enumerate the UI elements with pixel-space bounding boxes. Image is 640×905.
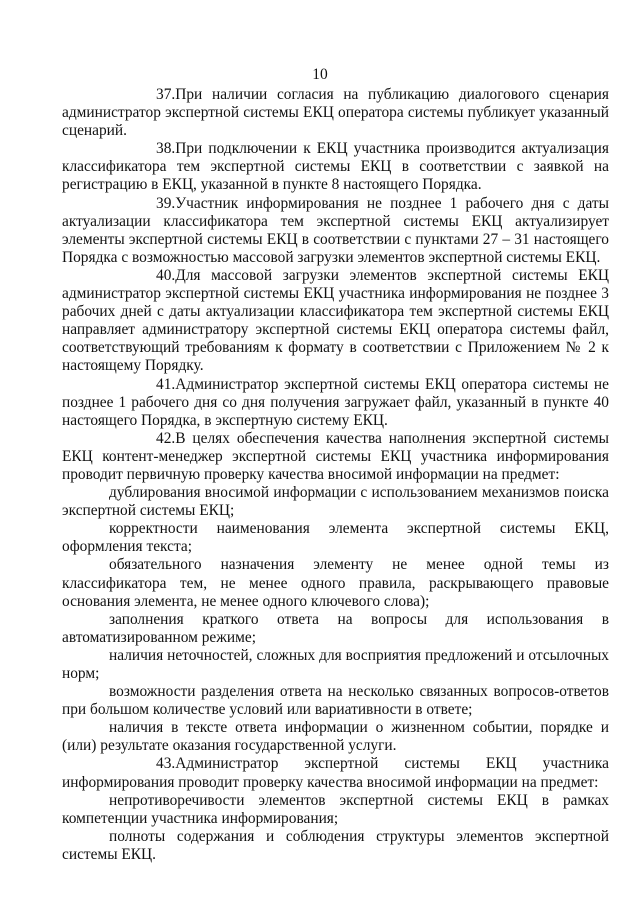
list-item-duplication [62, 484, 609, 520]
list-item-topic-assignment [62, 556, 609, 610]
paragraph-number: 39. [156, 194, 176, 212]
paragraph-number: 41. [156, 375, 176, 393]
list-item-short-answer [62, 611, 609, 647]
paragraph-39 [62, 195, 609, 267]
list-item-naming [62, 520, 609, 556]
paragraph-number: 40. [156, 266, 176, 284]
paragraph-text: непротиворечивости элементов экспертной системы ЕКЦ в рамках компетенции участника информирования; [62, 791, 609, 827]
paragraph-text: наличия в тексте ответа информации о жизненном событии, порядке и (или) результате оказания государственной услуги. [62, 719, 609, 755]
paragraph-38 [62, 140, 609, 194]
paragraph-text: Администратор экспертной системы ЕКЦ оператора системы не позднее 1 рабочего дня со дня получения загружает файл, указанный в пункте 40 настоящего Порядка, в экспертную систему ЕКЦ. [62, 375, 609, 429]
paragraph-text: полноты содержания и соблюдения структуры элементов экспертной системы ЕКЦ. [62, 827, 609, 863]
paragraph-42 [62, 430, 609, 484]
list-item-life-event [62, 719, 609, 755]
paragraph-text: наличия неточностей, сложных для восприятия предложений и отсылочных норм; [62, 646, 609, 682]
list-item-answer-split [62, 683, 609, 719]
paragraph-43 [62, 755, 609, 791]
paragraph-text: В целях обеспечения качества наполнения экспертной системы ЕКЦ контент-менеджер экспертной системы ЕКЦ участника информирования проводит первичную проверку качества вносимой информации на предмет: [62, 429, 609, 483]
document-body [62, 86, 609, 864]
paragraph-number: 38. [156, 140, 176, 158]
paragraph-number: 42. [156, 429, 176, 447]
list-item-consistency [62, 792, 609, 828]
paragraph-text: корректности наименования элемента экспертной системы ЕКЦ, оформления текста; [62, 520, 609, 556]
paragraph-37 [62, 86, 609, 140]
paragraph-text: При подключении к ЕКЦ участника производится актуализация классификатора тем экспертной системы ЕКЦ в соответствии с заявкой на регистрацию в ЕКЦ, указанной в пункте 8 настоящего Порядка. [62, 140, 609, 194]
paragraph-text: возможности разделения ответа на несколько связанных вопросов-ответов при большом количестве условий или вариативности в ответе; [62, 683, 609, 719]
paragraph-40 [62, 267, 609, 376]
list-item-completeness [62, 828, 609, 864]
paragraph-41 [62, 376, 609, 430]
paragraph-number: 37. [156, 86, 176, 103]
list-item-inaccuracies [62, 647, 609, 683]
page-number: 10 [312, 66, 328, 83]
paragraph-text: Для массовой загрузки элементов экспертной системы ЕКЦ администратор экспертной системы ЕКЦ участника информирования не позднее 3 рабочих дней с даты актуализации классификатора тем экспертной системы ЕКЦ направляет администратору экспертной системы ЕКЦ оператора системы файл, соответствующий требованиям к формату в соответствии с Приложением № 2 к настоящему Порядку. [62, 266, 609, 375]
paragraph-text: При наличии согласия на публикацию диалогового сценария администратор экспертной системы ЕКЦ оператора системы публикует указанный сценарий. [62, 86, 609, 140]
paragraph-text: Участник информирования не позднее 1 рабочего дня с даты актуализации классификатора тем экспертной системы ЕКЦ актуализирует элементы экспертной системы ЕКЦ в соответствии с пунктами 27 – 31 настоящего Порядка с возможностью массовой загрузки элементов экспертной системы ЕКЦ. [62, 194, 609, 266]
paragraph-text: обязательного назначения элементу не менее одной темы из классификатора тем, не менее одного правила, раскрывающего правовые основания элемента, не менее одного ключевого слова); [62, 556, 609, 610]
paragraph-text: заполнения краткого ответа на вопросы для использования в автоматизированном режиме; [62, 610, 609, 646]
paragraph-text: Администратор экспертной системы ЕКЦ участника информирования проводит проверку качества вносимой информации на предмет: [62, 755, 609, 791]
paragraph-text: дублирования вносимой информации с использованием механизмов поиска экспертной системы ЕКЦ; [62, 484, 609, 520]
paragraph-number: 43. [156, 755, 176, 773]
